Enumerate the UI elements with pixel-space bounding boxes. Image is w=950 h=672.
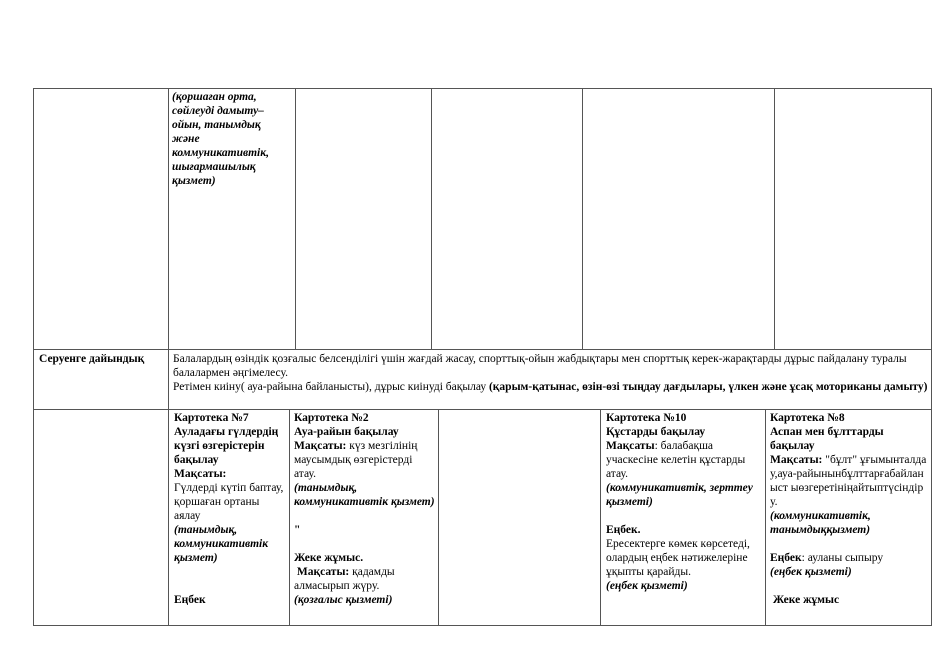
table-col-divider xyxy=(295,88,296,350)
table-border-right xyxy=(931,88,932,626)
table-col-divider xyxy=(774,88,775,350)
goal-text: қадамды алмасырып жүру. xyxy=(294,566,395,592)
card-10 xyxy=(601,411,765,593)
card-heading: Аспан мен бұлттарды бақылау xyxy=(770,426,884,452)
work-label: Еңбек xyxy=(770,552,802,564)
activity-type: (қозғалыс қызметі) xyxy=(294,594,393,606)
walk-prep-content xyxy=(169,352,931,394)
table-col-divider xyxy=(582,88,583,350)
goal-text: күз мезгілінің маусымдық өзгерістерді атау. xyxy=(294,440,418,480)
activity-type: (коммуникативтік, зерттеу қызметі) xyxy=(606,482,753,508)
work-label: Еңбек. xyxy=(606,524,641,536)
spacer xyxy=(294,509,435,523)
individual-work-line xyxy=(770,593,928,607)
card-title: Картотекa №10 xyxy=(606,412,687,424)
activity-type: (еңбек қызметі) xyxy=(606,580,688,592)
card-heading: Құстарды бақылау xyxy=(606,426,706,438)
goal-label: Мақсаты: xyxy=(770,454,823,466)
spacer xyxy=(294,537,435,551)
walk-prep-line2 xyxy=(173,380,928,394)
walk-prep-line2-plain: Ретімен киіну( ауа-райына байланысты), дұрыс киінуді бақылау xyxy=(173,381,489,393)
activity-type: (танымдық, коммуникативтік қызмет) xyxy=(294,482,435,508)
spacer xyxy=(770,537,928,551)
card-title: Картотекa №7 xyxy=(174,412,249,424)
activity-type: (коммуникативтік, танымдыққызмет) xyxy=(770,510,871,536)
goal-label: Мақсаты: xyxy=(294,440,347,452)
goal-label: Мақсаты: xyxy=(174,468,227,480)
spacer xyxy=(606,509,762,523)
goal-line xyxy=(770,453,928,509)
activity-note xyxy=(169,90,294,188)
goal-line xyxy=(294,439,435,481)
card-7 xyxy=(169,411,289,607)
work-text: : ауланы сыпыру xyxy=(801,552,884,564)
goal-label: Мақсаты: xyxy=(296,566,350,578)
row-label-walk-prep xyxy=(34,352,168,366)
individual-work-label: Жеке жұмыс xyxy=(772,594,840,606)
goal-text: Гүлдерді күтіп баптау, қоршаған ортаны аялау xyxy=(174,482,284,522)
work-label: Еңбек xyxy=(174,594,206,606)
card-8 xyxy=(766,411,931,607)
goal-text: "бұлт" ұғымынталдау,ауа-райынынбұлттарғабайланыст ыөзгеретініңайтыптүсіндіру. xyxy=(770,454,927,508)
work-text: Ересектерге көмек көрсетеді, олардың еңбек нәтижелеріне ұқыпты қарайды. xyxy=(606,538,750,578)
work-line xyxy=(770,551,928,565)
spacer xyxy=(770,579,928,593)
quote-mark: " xyxy=(294,524,301,536)
goal-text: : балабақша учаскесіне келетін құстарды атау. xyxy=(606,440,746,480)
table-col-divider xyxy=(431,88,432,350)
card-title: Картотекa №2 xyxy=(294,412,369,424)
card-heading: Ауа-райын бақылау xyxy=(294,426,399,438)
activity-note-text: (қоршаған орта, сөйлеуді дамыту–ойын, танымдық және коммуникативтік, шығармашылық қызмет) xyxy=(172,91,269,187)
row-label-text: Серуенге дайындық xyxy=(39,353,145,365)
spacer xyxy=(174,565,286,593)
card-heading: Ауладағы гүлдердің күзгі өзгерістерін бақылау xyxy=(174,426,279,466)
card-title: Картотекa №8 xyxy=(770,412,845,424)
walk-prep-line1: Балалардың өзіндік қозғалыс белсенділігі үшін жағдай жасау, спорттық-ойын жабдықтары мен спорттық керек-жарақтарды дұрыс пайдалану туралы балалармен әңгімелесу. xyxy=(173,353,907,379)
card-2 xyxy=(290,411,438,607)
activity-type: (еңбек қызметі) xyxy=(770,566,852,578)
goal-label: Мақсаты xyxy=(606,440,655,452)
table-col-divider xyxy=(438,409,439,626)
activity-type: (танымдық, коммуникативтік қызмет) xyxy=(174,524,269,564)
walk-prep-line2-bold: (қарым-қатынас, өзін-өзі тыңдау дағдылары, үлкен және ұсақ моториканы дамыту) xyxy=(488,381,928,393)
individual-work-label: Жеке жұмыс. xyxy=(294,552,364,564)
goal-line xyxy=(606,439,762,481)
goal2-line xyxy=(294,565,435,593)
